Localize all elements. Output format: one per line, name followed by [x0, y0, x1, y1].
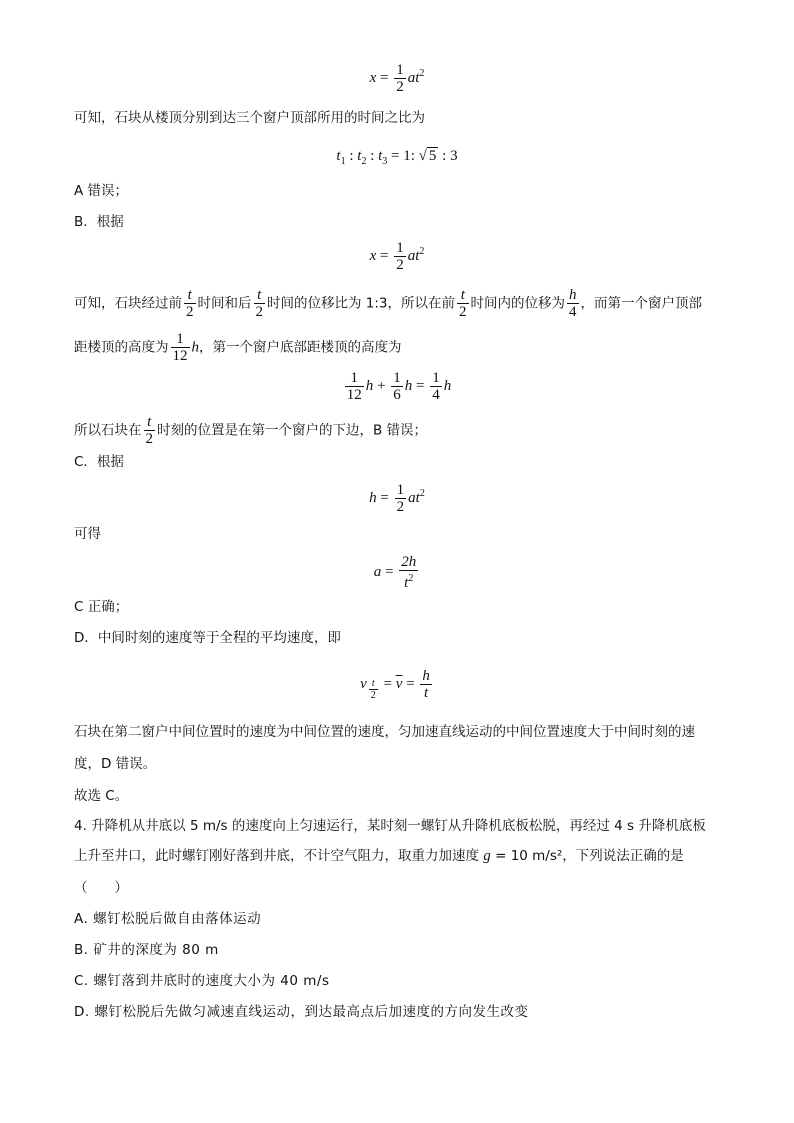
p4-frac4 — [567, 287, 579, 320]
eq5-rhs: at — [408, 489, 420, 506]
equation-time-ratio: $t_1$ : $t_2$ : $t_3 = 1$: √ 5 : 3 — [336, 148, 458, 167]
eq3-equals: = — [380, 247, 389, 264]
eq4-h2: h — [404, 377, 413, 394]
p4-b: 时间和后 — [197, 295, 252, 312]
question-4-blank: （ ） — [74, 880, 128, 896]
p4-f1n: t — [187, 287, 192, 303]
eq2-radicand: 5 — [428, 148, 437, 164]
option-a[interactable]: A. 螺钉松脱后做自由落体运动 — [74, 911, 262, 927]
option-d[interactable]: D. 螺钉松脱后先做匀减速直线运动，到达最高点后加速度的方向发生改变 — [74, 1004, 529, 1020]
eq4-f1n: 1 — [350, 370, 359, 386]
eq6-den-wrap — [399, 570, 418, 591]
equation-acceleration — [0, 554, 794, 591]
p5-fn: 1 — [176, 331, 184, 347]
p4-frac2 — [254, 287, 266, 320]
p4-f1d: 2 — [186, 304, 194, 320]
paragraph-c-according: C．根据 — [74, 454, 124, 470]
p4-f4n: h — [569, 287, 577, 303]
eq3-exp: 2 — [419, 245, 425, 257]
p4-frac1 — [184, 287, 196, 320]
option-c[interactable]: C. 螺钉落到井底时的速度大小为 40 m/s — [74, 973, 330, 989]
q4-line2b: = 10 m/s²，下列说法正确的是 — [490, 848, 684, 864]
p4-d: 时间内的位移为 — [470, 295, 566, 312]
paragraph-d-explanation-2: 度，D 错误。 — [74, 756, 157, 772]
equation-displacement-2 — [0, 240, 794, 273]
eq4-h1: h — [365, 377, 374, 394]
p4-c: 时间的位移比为 1:3，所以在前 — [267, 295, 456, 312]
p6-frac — [144, 414, 156, 447]
paragraph-b-explanation-2 — [74, 331, 720, 364]
eq4-f2d: 6 — [393, 387, 401, 403]
equation-average-velocity — [0, 668, 794, 701]
eq4-frac3 — [430, 370, 442, 403]
eq7-equals-2: = — [406, 675, 415, 692]
eq2-t1: t — [336, 148, 341, 164]
p5-fd: 12 — [172, 348, 188, 364]
paragraph-c-correct: C 正确； — [74, 599, 129, 615]
eq4-f3d: 4 — [432, 387, 440, 403]
p4-a: 可知，石块经过前 — [74, 295, 182, 312]
equation-displacement-1 — [0, 62, 794, 95]
eq4-f2n: 1 — [393, 370, 401, 386]
eq2-mid: = 1: — [391, 148, 415, 164]
eq3-num: 1 — [396, 240, 404, 256]
paragraph-b-according: B．根据 — [74, 214, 124, 230]
paragraph-d-explanation-1: 石块在第二窗户中间位置时的速度为中间位置的速度，匀加速直线运动的中间位置速度大于中间时刻的速 — [74, 724, 695, 740]
eq2-sub3: 3 — [382, 156, 388, 167]
p4-f3n: t — [460, 287, 465, 303]
eq7-subn: t — [371, 677, 375, 689]
p4-e: ，而第一个窗户顶部 — [580, 295, 703, 312]
eq1-fraction — [394, 62, 406, 95]
eq7-subd: 2 — [370, 689, 376, 701]
question-4-line-2 — [74, 846, 720, 866]
eq1-rhs: at — [407, 69, 420, 86]
p4-frac3 — [457, 287, 469, 320]
eq7-num: h — [422, 668, 430, 684]
eq5-fraction — [395, 482, 407, 515]
p5-var: h — [191, 339, 199, 356]
p5-a: 距楼顶的高度为 — [74, 339, 169, 356]
p5-frac — [171, 331, 190, 364]
eq6-lhs: a — [373, 563, 382, 580]
eq6-den: t — [404, 575, 409, 591]
q4-g: g — [483, 848, 491, 864]
eq3-lhs: x — [369, 247, 377, 264]
eq3-fraction — [394, 240, 406, 273]
eq5-exp: 2 — [419, 487, 425, 499]
p6-a: 所以石块在 — [74, 422, 142, 439]
eq7-vbar: $\overline{v}$ — [395, 675, 403, 692]
p4-f2n: t — [257, 287, 262, 303]
eq2-t3: t — [378, 148, 383, 164]
paragraph-b-explanation-1 — [74, 287, 720, 320]
eq4-f3n: 1 — [432, 370, 440, 386]
eq4-h3: h — [443, 377, 452, 394]
eq5-equals: = — [380, 489, 389, 506]
eq7-den: t — [420, 684, 432, 701]
eq1-den: 2 — [396, 79, 404, 95]
eq1-lhs: x — [369, 69, 377, 86]
eq2-sub1: 1 — [340, 156, 346, 167]
p6-fn: t — [147, 414, 152, 430]
p4-f3d: 2 — [459, 304, 467, 320]
eq5-den: 2 — [396, 499, 405, 515]
eq4-frac1 — [345, 370, 364, 403]
eq6-exp: 2 — [408, 573, 414, 584]
eq1-exp: 2 — [419, 67, 425, 79]
question-4-line-1: 4. 升降机从井底以 5 m/s 的速度向上匀速运行，某时刻一螺钉从升降机底板松脱，再经过 4 s 升降机底板 — [74, 818, 706, 834]
equation-height — [0, 482, 794, 515]
eq2-end: : 3 — [442, 148, 458, 164]
eq4-frac2 — [391, 370, 403, 403]
eq7-v: v — [360, 675, 367, 692]
eq2-sub2: 2 — [361, 156, 367, 167]
eq4-plus: + — [377, 377, 386, 394]
eq6-fraction — [399, 554, 418, 591]
paragraph-a-wrong: A 错误； — [74, 183, 129, 199]
sqrt-sign: √ — [418, 148, 427, 164]
eq4-equals: = — [416, 377, 425, 394]
p4-f2d: 2 — [255, 304, 263, 320]
paragraph-b-conclusion — [74, 414, 720, 447]
option-b[interactable]: B. 矿井的深度为 80 m — [74, 942, 219, 958]
eq7-sub-frac — [369, 678, 378, 701]
eq2-t2: t — [357, 148, 362, 164]
p4-f4d: 4 — [569, 304, 577, 320]
paragraph-answer-c: 故选 C。 — [74, 788, 129, 804]
eq7-equals-1: = — [383, 675, 392, 692]
eq5-lhs: h — [369, 489, 377, 506]
eq4-f1d: 12 — [346, 387, 362, 403]
q4-line2a: 上升至井口，此时螺钉刚好落到井底，不计空气阻力，取重力加速度 — [74, 848, 484, 864]
p6-fd: 2 — [145, 431, 153, 447]
p5-b: ，第一个窗户底部距楼顶的高度为 — [199, 339, 402, 356]
p6-b: 时刻的位置是在第一个窗户的下边，B 错误； — [157, 422, 428, 439]
eq1-num: 1 — [396, 62, 404, 78]
eq6-num: 2h — [401, 554, 417, 570]
equation-window-height — [0, 370, 794, 403]
paragraph-d-intro: D．中间时刻的速度等于全程的平均速度，即 — [74, 630, 341, 646]
eq6-equals: = — [385, 563, 394, 580]
eq3-den: 2 — [396, 257, 404, 273]
paragraph-obtain: 可得 — [74, 526, 101, 542]
eq5-num: 1 — [396, 482, 405, 498]
paragraph-time-ratio: 可知，石块从楼顶分别到达三个窗户顶部所用的时间之比为 — [74, 110, 425, 126]
eq1-equals: = — [380, 69, 389, 86]
eq3-rhs: at — [407, 247, 420, 264]
eq7-fraction — [420, 668, 432, 701]
